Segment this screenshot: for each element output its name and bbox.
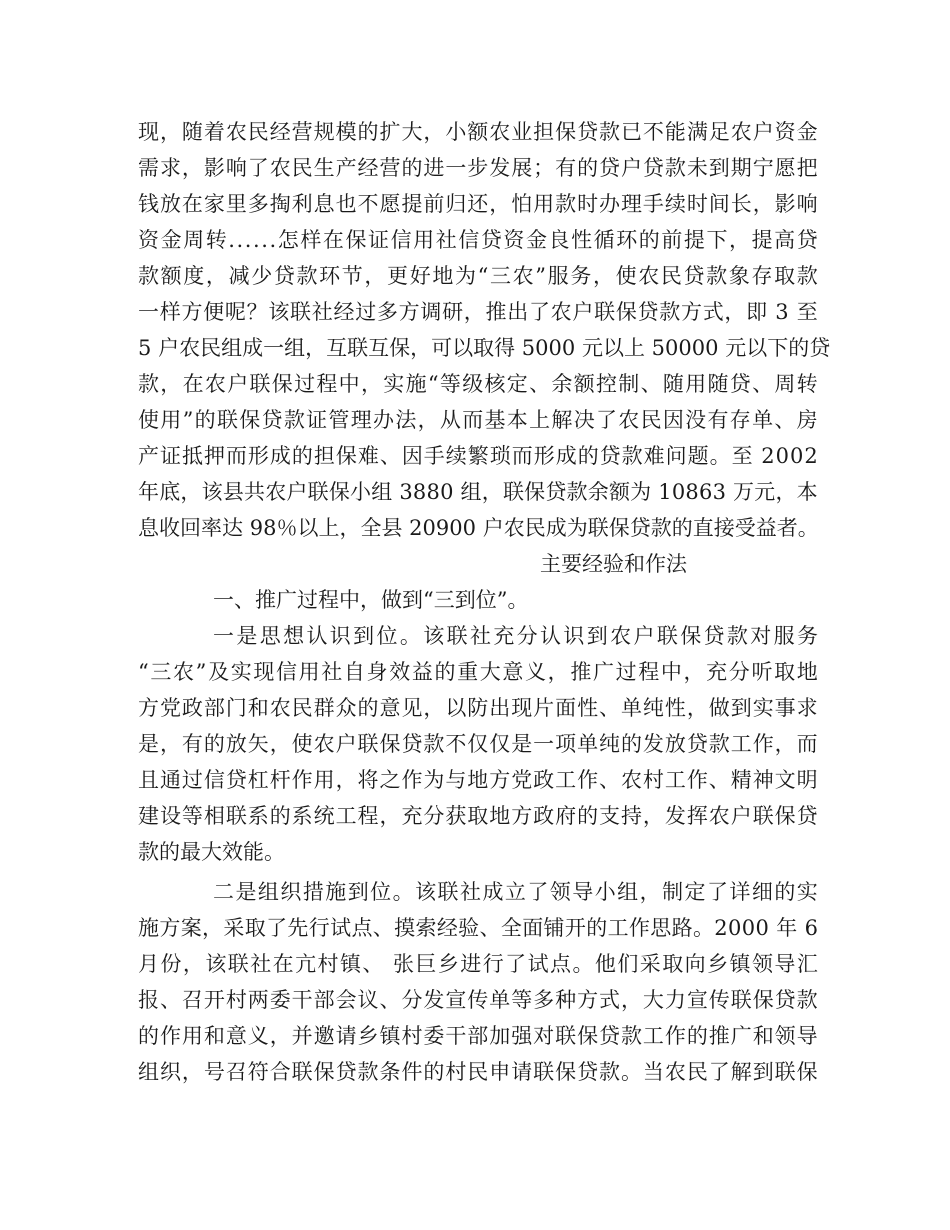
section-heading: 主要经验和作法	[540, 552, 687, 576]
body-text-line: 款 ， 在 农 户 联 保 过 程 中 ， 实 施 “ 等 级 核 定 、 余 额 控 制 、 随 用 随 贷 、 周 转	[138, 372, 818, 396]
body-text-line: 组 织 ， 号 召 符 合 联 保 贷 款 条 件 的 村 民 申 请 联 保 贷 款 。 当 农 民 了 解 到 联 保	[138, 1060, 818, 1084]
body-text-line: 报 、 召 开 村 两 委 干 部 会 议 、 分 发 宣 传 单 等 多 种 方 式 ， 大 力 宣 传 联 保 贷 款	[138, 988, 818, 1012]
body-text-line: 的 作 用 和 意 义 ， 并 邀 请 乡 镇 村 委 干 部 加 强 对 联 保 贷 款 工 作 的 推 广 和 领 导	[138, 1024, 818, 1048]
body-text-line: 现 ， 随 着 农 民 经 营 规 模 的 扩 大 ， 小 额 农 业 担 保 贷 款 已 不 能 满 足 农 户 资 金	[138, 120, 818, 144]
body-text-line: 一 样 方 便 呢 ？ 该 联 社 经 过 多 方 调 研 ， 推 出 了 农 户 联 保 贷 款 方 式 ， 即 3 至	[138, 300, 818, 324]
body-text-line: 产 证 抵 押 而 形 成 的 担 保 难 、 因 手 续 繁 琐 而 形 成 的 贷 款 难 问 题 。 至 2 0 0 2	[138, 444, 818, 468]
body-text-line: 资 金 周 转 . . . . . . 怎 样 在 保 证 信 用 社 信 贷 资 金 良 性 循 环 的 前 提 下 ， 提 高 贷	[138, 228, 818, 252]
body-text-line: 息 收 回 率 达 9 8 ％ 以 上 ， 全 县 2 0 9 0 0 户 农 民 成 为 联 保 贷 款 的 直 接 受 益 者 。	[138, 516, 819, 540]
body-text-line: 建 设 等 相 联 系 的 系 统 工 程 ， 充 分 获 取 地 方 政 府 的 支 持 ， 发 挥 农 户 联 保 贷	[138, 804, 818, 828]
body-text-line: 使 用 ” 的 联 保 贷 款 证 管 理 办 法 ， 从 而 基 本 上 解 决 了 农 民 因 没 有 存 单 、 房	[138, 408, 818, 432]
body-text-line: 且 通 过 信 贷 杠 杆 作 用 ， 将 之 作 为 与 地 方 党 政 工 作 、 农 村 工 作 、 精 神 文 明	[138, 768, 818, 792]
paragraph-last-line: 款的最大效能。	[138, 840, 285, 864]
body-text-line: 需 求 ， 影 响 了 农 民 生 产 经 营 的 进 一 步 发 展 ； 有 的 贷 户 贷 款 未 到 期 宁 愿 把	[138, 156, 818, 180]
subsection-heading: 一、推广过程中，做到“三到位”。	[213, 588, 529, 612]
paragraph-first-line: 一 是 思 想 认 识 到 位 。 该 联 社 充 分 认 识 到 农 户 联 保 贷 款 对 服 务	[213, 624, 818, 648]
body-text-line: 是 ， 有 的 放 矢 ， 使 农 户 联 保 贷 款 不 仅 仅 是 一 项 单 纯 的 发 放 贷 款 工 作 ， 而	[138, 732, 818, 756]
body-text-line: 方 党 政 部 门 和 农 民 群 众 的 意 见 ， 以 防 出 现 片 面 性 、 单 纯 性 ， 做 到 实 事 求	[138, 696, 818, 720]
body-text-line: “ 三 农 ” 及 实 现 信 用 社 自 身 效 益 的 重 大 意 义 ， 推 广 过 程 中 ， 充 分 听 取 地	[138, 660, 818, 684]
body-text-line: 施 方 案 ， 采 取 了 先 行 试 点 、 摸 索 经 验 、 全 面 铺 开 的 工 作 思 路 。 2 0 0 0 年 6	[138, 916, 818, 940]
body-text-line: 钱 放 在 家 里 多 掏 利 息 也 不 愿 提 前 归 还 ， 怕 用 款 时 办 理 手 续 时 间 长 ， 影 响	[138, 192, 818, 216]
paragraph-first-line: 二 是 组 织 措 施 到 位 。 该 联 社 成 立 了 领 导 小 组 ， 制 定 了 详 细 的 实	[213, 880, 818, 904]
body-text-line: 年 底 ， 该 县 共 农 户 联 保 小 组 3 8 8 0 组 ， 联 保 贷 款 余 额 为 1 0 8 6 3 万 元 ， 本	[138, 480, 818, 504]
body-text-line: 5 户 农 民 组 成 一 组 ， 互 联 互 保 ， 可 以 取 得 5 0 0 0 元 以 上 5 0 0 0 0 元 以 下 的 贷	[138, 336, 831, 360]
body-text-line: 款 额 度 ， 减 少 贷 款 环 节 ， 更 好 地 为 “ 三 农 ” 服 务 ， 使 农 民 贷 款 象 存 取 款	[138, 264, 818, 288]
body-text-line: 月 份 ， 该 联 社 在 亢 村 镇 、 张 巨 乡 进 行 了 试 点 。 他 们 采 取 向 乡 镇 领 导 汇	[138, 952, 818, 976]
